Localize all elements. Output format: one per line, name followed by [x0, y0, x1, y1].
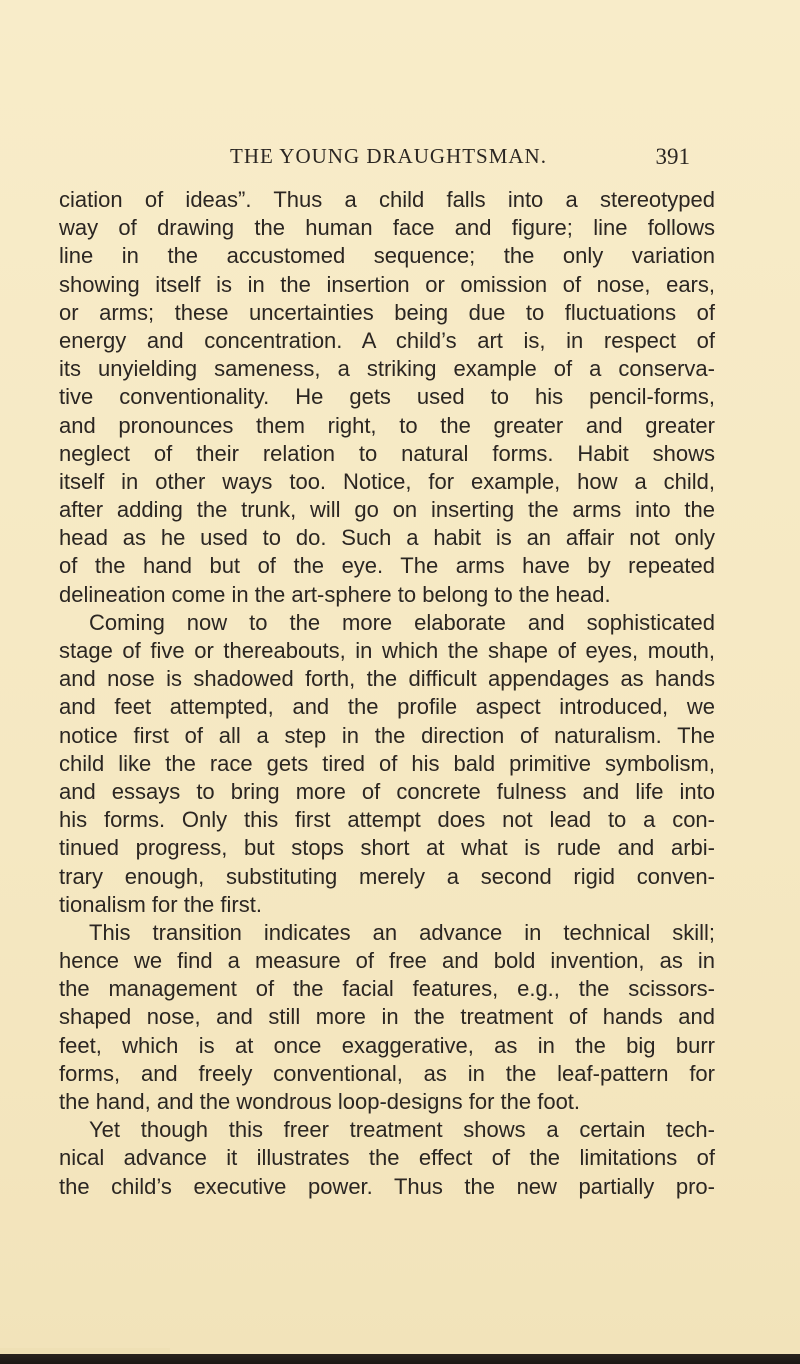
text-line: or arms; these uncertainties being due to fluctuations of: [59, 299, 715, 325]
text-line: the hand, and the wondrous loop-designs for the foot.: [59, 1089, 581, 1114]
text-line: tionalism for the first.: [59, 891, 262, 917]
text-line: of the hand but of the eye. The arms have by repeated: [59, 553, 715, 579]
text-line: the management of the facial features, e.g., the scissors-: [59, 976, 715, 1002]
text-line: tinued progress, but stops short at what is rude and arbi-: [59, 835, 715, 861]
text-line: ciation of ideas”. Thus a child falls into a stereotyped: [59, 187, 715, 212]
text-line: its unyielding sameness, a striking example of a conserva-: [59, 356, 715, 382]
text-line: stage of five or thereabouts, in which the shape of eyes, mouth,: [59, 638, 715, 663]
text-line: tive conventionality. He gets used to his pencil-forms,: [59, 384, 715, 410]
text-line: and feet attempted, and the profile aspect introduced, we: [59, 694, 715, 720]
text-line: child like the race gets tired of his bald primitive symbolism,: [59, 750, 715, 776]
text-line: feet, which is at once exaggerative, as in the big burr: [59, 1032, 715, 1058]
text-line: energy and concentration. A child’s art is, in respect of: [59, 327, 715, 353]
text-line: notice first of all a step in the direction of naturalism. The: [59, 722, 715, 748]
text-line: after adding the trunk, will go on inserting the arms into the: [59, 497, 715, 523]
text-line: and nose is shadowed forth, the difficult appendages as hands: [59, 666, 715, 692]
paragraph-first-line: Coming now to the more elaborate and sophisticated: [89, 609, 715, 635]
text-line: neglect of their relation to natural forms. Habit shows: [59, 440, 715, 466]
text-line: and pronounces them right, to the greater and greater: [59, 412, 715, 438]
text-line: forms, and freely conventional, as in the leaf-pattern for: [59, 1060, 715, 1086]
paragraph-first-line: Yet though this freer treatment shows a certain tech-: [89, 1117, 715, 1143]
text-line: shaped nose, and still more in the treatment of hands and: [59, 1004, 715, 1030]
text-line: itself in other ways too. Notice, for example, how a child,: [59, 468, 715, 494]
text-line: showing itself is in the insertion or omission of nose, ears,: [59, 271, 715, 297]
paragraph-first-line: This transition indicates an advance in technical skill;: [89, 919, 715, 945]
text-line: trary enough, substituting merely a second rigid conven-: [59, 863, 715, 889]
text-line: the child’s executive power. Thus the new partially pro-: [59, 1173, 715, 1199]
text-line: delineation come in the art-sphere to belong to the head.: [59, 581, 611, 607]
text-line: head as he used to do. Such a habit is an affair not only: [59, 525, 715, 551]
text-line: line in the accustomed sequence; the only variation: [59, 243, 715, 269]
body-text: [59, 186, 715, 1201]
page-number: 391: [655, 144, 690, 169]
page-bottom-edge: [0, 1354, 800, 1364]
text-line: and essays to bring more of concrete fulness and life into: [59, 778, 715, 804]
page-header: [230, 144, 690, 174]
text-line: hence we find a measure of free and bold invention, as in: [59, 948, 715, 974]
running-head: THE YOUNG DRAUGHTSMAN.: [230, 144, 547, 168]
text-line: way of drawing the human face and figure; line follows: [59, 215, 715, 241]
text-line: nical advance it illustrates the effect of the limitations of: [59, 1145, 715, 1171]
text-line: his forms. Only this first attempt does not lead to a con-: [59, 807, 715, 833]
